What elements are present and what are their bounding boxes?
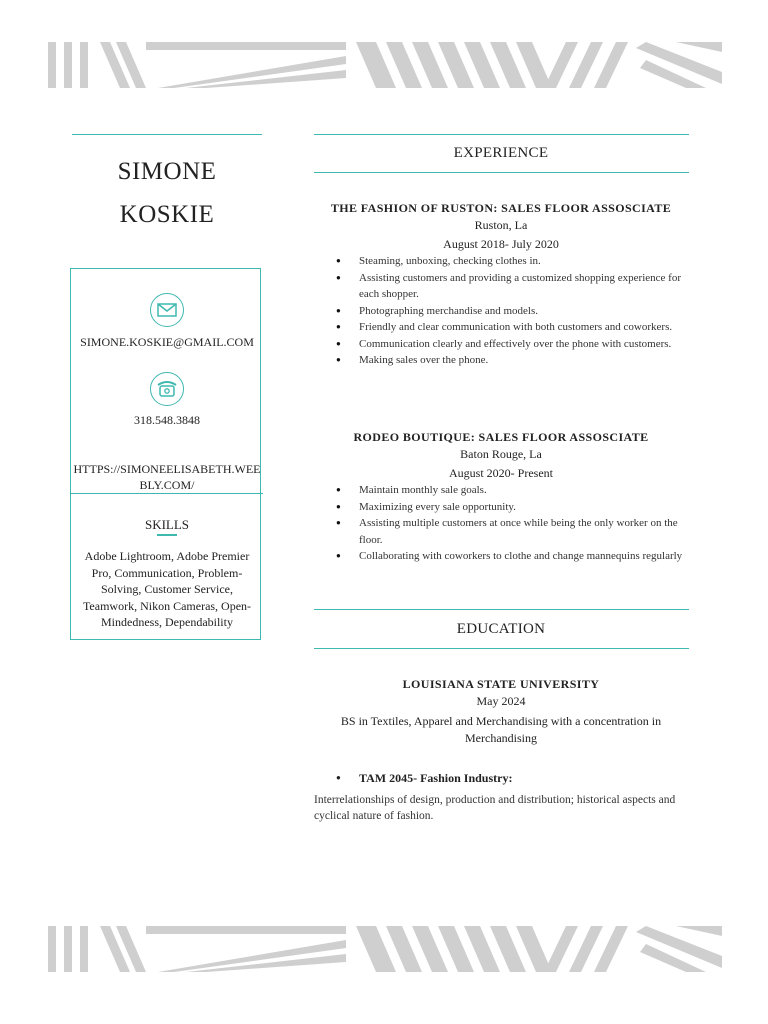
telephone-icon [150,372,184,406]
course-title: ● TAM 2045- Fashion Industry: [314,770,694,786]
job-location: Baton Rouge, La [460,447,542,461]
job-title: THE FASHION OF RUSTON: SALES FLOOR ASSOSCIATE [330,201,672,215]
job-dates: August 2020- Present [449,466,553,480]
stripe-pattern-top [46,42,722,88]
education-heading: EDUCATION [456,621,546,637]
job-title: RODEO BOUTIQUE: SALES FLOOR ASSOSCIATE [353,430,649,444]
last-name: KOSKIE [119,201,215,228]
experience-top-rule [314,134,689,135]
job-duty: ● Assisting multiple customers at once while being the only worker on the floor. [314,515,688,548]
education-bottom-rule [314,648,689,649]
degree: BS in Textiles, Apparel and Merchandising with a concentration in Merchandising [340,714,662,745]
job-duty: ● Maximizing every sale opportunity. [314,499,688,516]
website-link[interactable]: HTTPS://SIMONEELISABETH.WEEBLY.COM/ [73,462,261,492]
job-duties [314,482,688,565]
contact-divider [70,493,263,494]
job-location: Ruston, La [474,218,528,232]
education-top-rule [314,609,689,610]
envelope-icon [150,293,184,327]
education-entry [314,676,688,747]
experience-bottom-rule [314,172,689,173]
job-duty: ● Communication clearly and effectively over the phone with customers. [314,336,688,353]
university-name: LOUISIANA STATE UNIVERSITY [402,677,600,691]
job-duty: ● Making sales over the phone. [314,352,688,369]
course-entry [314,770,694,824]
experience-heading: EXPERIENCE [453,145,549,161]
job-dates: August 2018- July 2020 [443,237,559,251]
candidate-name [72,150,262,236]
course-description: Interrelationships of design, production and distribution; historical aspects and cyclical nature of fashion. [314,794,676,822]
name-top-rule [72,134,262,135]
job-entry [314,429,688,565]
decorative-stripe-band-bottom [46,926,722,972]
skills-heading: SKILLS [144,517,190,532]
decorative-stripe-band-top [46,42,722,88]
phone-number: 318.548.3848 [134,413,200,427]
job-duty: ● Assisting customers and providing a customized shopping experience for each shopper. [314,270,688,303]
skills-heading-underline [157,534,177,536]
job-duty: ● Maintain monthly sale goals. [314,482,688,499]
email-address[interactable]: SIMONE.KOSKIE@GMAIL.COM [80,335,254,349]
job-duty: ● Collaborating with coworkers to clothe and change mannequins regularly [314,548,688,565]
stripe-pattern-bottom [46,926,722,972]
job-duties [314,253,688,369]
job-duty: ● Steaming, unboxing, checking clothes in. [314,253,688,270]
first-name: SIMONE [117,158,217,185]
job-duty: ● Photographing merchandise and models. [314,303,688,320]
job-entry [314,200,688,369]
skills-list: Adobe Lightroom, Adobe Premier Pro, Communication, Problem-Solving, Customer Service, Teamwork, Nikon Cameras, Open-Mindedness, Dependability [82,549,252,629]
graduation-date: May 2024 [476,694,526,708]
job-duty: ● Friendly and clear communication with both customers and coworkers. [314,319,688,336]
